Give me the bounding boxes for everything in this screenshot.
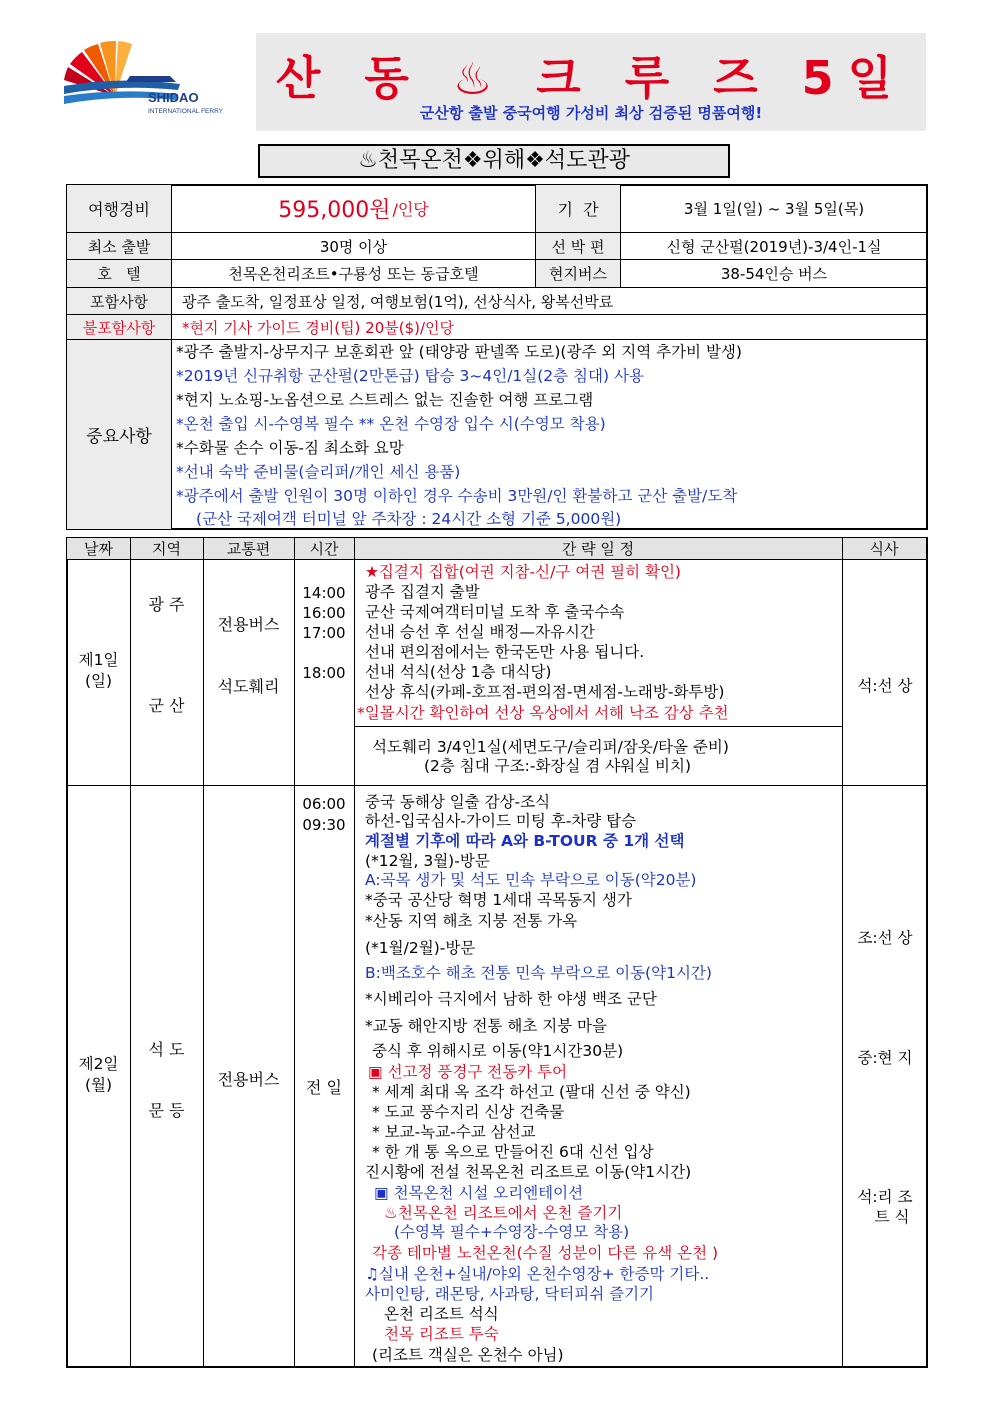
day1-ferry-note: (2층 침대 구조:-화장실 겸 샤워실 비치) [424, 757, 692, 775]
important-item: *현지 노쇼핑-노옵션으로 스트레스 없는 진솔한 여행 프로그램 [176, 391, 594, 409]
excluded-value: *현지 기사 가이드 경비(팁) 20불($)/인당 [171, 314, 928, 340]
day2-line: *교동 해안지방 전통 해초 지붕 마을 [365, 1017, 608, 1035]
day2-line: (리조트 객실은 온천수 아님) [372, 1346, 564, 1364]
min-label: 최소 출발 [66, 232, 172, 260]
day2-date: 제2일 (월) [78, 1055, 119, 1094]
cost-value: 595,000원 /인당 [171, 184, 536, 233]
day2-line: * 보교-녹교-수교 삼선교 [372, 1123, 536, 1141]
day2-time: 09:30 [302, 816, 346, 834]
day1-ferry-note: 석도훼리 3/4인1실(세면도구/슬리퍼/잠옷/타올 준비) [372, 738, 729, 756]
important-item: *광주에서 출발 인원이 30명 이하인 경우 수송비 3만원/인 환불하고 군산 출발/도착 [176, 487, 738, 505]
day2-line: * 세계 최대 옥 조각 하선고 (팔대 신선 중 약신) [372, 1083, 691, 1101]
day1-meal: 석:선 상 [857, 677, 913, 695]
day2-line: ▣ 선고정 풍경구 전동카 투어 [368, 1063, 568, 1081]
bus-value: 38-54인승 버스 [620, 259, 928, 288]
shidao-logo [60, 36, 232, 122]
page-subtitle: 군산항 출발 중국여행 가성비 최상 검증된 명품여행! [419, 104, 763, 122]
col-header-date: 날짜 [67, 538, 130, 560]
route-banner: ♨천목온천❖위해❖석도관광 [258, 144, 730, 178]
day2-line: 온천 리조트 석식 [384, 1305, 499, 1323]
day2-line: 각종 테마별 노천온천(수질 성분이 다른 유색 온천 ) [372, 1244, 719, 1262]
day2-meal-lunch: 중:현 지 [857, 1049, 913, 1067]
day2-time-all: 전 일 [306, 1078, 342, 1097]
day1-time: 14:00 [302, 584, 346, 602]
day1-line: 군산 국제여객터미널 도착 후 출국수속 [365, 603, 625, 621]
day1-line: 선내 편의점에서는 한국돈만 사용 됩니다. [365, 643, 645, 661]
day1-line: 광주 집결지 출발 [365, 583, 480, 601]
ship-value: 신형 군산펄(2019년)-3/4인-1실 [620, 232, 928, 260]
day1-line: 선내 승선 후 선실 배정—자유시간 [365, 623, 595, 641]
important-item: *2019년 신규취항 군산펄(2만톤급) 탑승 3~4인/1실(2층 침대) 사용 [176, 367, 644, 385]
day2-line: B:백조호수 해초 전통 민속 부락으로 이동(약1시간) [365, 964, 712, 982]
day2-line: 하선-입국심사-가이드 미팅 후-차량 탑승 [365, 812, 637, 830]
page-title: 산 동 ♨ 크 루 즈 5일 [275, 51, 907, 105]
day2-line: *중국 공산당 혁명 1세대 곡목동지 생가 [365, 891, 632, 909]
min-value: 30명 이상 [171, 232, 536, 260]
col-divider [294, 538, 295, 1367]
day2-line: * 한 개 통 옥으로 만들어진 6대 신선 입상 [372, 1143, 654, 1161]
row-divider [67, 785, 927, 786]
day1-time: 16:00 [302, 604, 346, 622]
day2-line: 계절별 기후에 따라 A와 B-TOUR 중 1개 선택 [365, 832, 685, 850]
day2-line: 중식 후 위해시로 이동(약1시간30분) [372, 1042, 624, 1060]
important-label: 중요사항 [66, 339, 172, 530]
col-header-time: 시간 [294, 538, 354, 560]
ship-label: 선 박 편 [535, 232, 621, 260]
day2-line: *산동 지역 해초 지붕 전통 가옥 [365, 912, 578, 930]
day2-line: 진시황에 전설 천목온천 리조트로 이동(약1시간) [365, 1163, 692, 1181]
day2-region-1: 석 도 [148, 1040, 185, 1059]
day2-line: (*1월/2월)-방문 [365, 939, 476, 957]
day2-line: (수영복 필수+수영장-수영모 착용) [394, 1223, 630, 1241]
svg-text:INTERNATIONAL FERRY: INTERNATIONAL FERRY [148, 108, 224, 115]
day2-line: 사미인탕, 래몬탕, 사과탕, 닥터피쉬 즐기기 [365, 1285, 655, 1303]
col-divider [203, 538, 204, 1367]
included-value: 광주 출도착, 일정표상 일정, 여행보험(1억), 선상식사, 왕복선박료 [171, 287, 928, 315]
svg-text:SHIDAO: SHIDAO [148, 90, 199, 105]
hotel-value: 천목온천리조트•구룡성 또는 동급호텔 [171, 259, 536, 288]
col-header-itinerary: 간 략 일 정 [354, 538, 842, 560]
day2-transport: 전용버스 [217, 1070, 280, 1089]
day1-line: 선상 휴식(카페-호프점-편의점-면세점-노래방-화투방) [365, 683, 725, 701]
day2-line: * 도교 풍수지리 신상 건축물 [372, 1103, 565, 1121]
hotel-label: 호 텔 [66, 259, 172, 288]
row-divider [354, 726, 842, 727]
day2-time: 06:00 [302, 795, 346, 813]
day2-meal-breakfast: 조:선 상 [857, 929, 913, 947]
important-item: (군산 국제여객 터미널 앞 주차장 : 24시간 소형 기준 5,000원) [196, 510, 622, 528]
day1-date: 제1일 (일) [78, 651, 119, 690]
important-item: *수화물 손수 이동-짐 최소화 요망 [176, 439, 404, 457]
day2-line: 중국 동해상 일출 감상-조식 [365, 793, 551, 811]
day1-time: 17:00 [302, 624, 346, 642]
day1-transport-bus: 전용버스 [217, 615, 280, 634]
period-label: 기 간 [535, 184, 621, 233]
day2-region-2: 문 등 [148, 1101, 185, 1120]
included-label: 포함사항 [66, 287, 172, 315]
col-divider [130, 538, 131, 1367]
day2-line: A:곡목 생가 및 석도 민속 부락으로 이동(약20분) [365, 871, 697, 889]
day2-line: *시베리아 극지에서 남하 한 야생 백조 군단 [365, 990, 657, 1008]
day2-line: ♨천목온천 리조트에서 온천 즐기기 [384, 1204, 623, 1222]
important-item: *선내 숙박 준비물(슬리퍼/개인 세신 용품) [176, 463, 461, 481]
col-header-meal: 식사 [842, 538, 926, 560]
important-item: *광주 출발지-상무지구 보훈회관 앞 (태양광 판넬쪽 도로)(광주 외 지역 추가비 발생) [176, 343, 742, 361]
important-item: *온천 출입 시-수영복 필수 ** 온천 수영장 입수 시(수영모 착용) [176, 415, 606, 433]
period-value: 3월 1일(일) ~ 3월 5일(목) [620, 184, 928, 233]
hot-spring-icon: ♨ [452, 54, 507, 105]
col-divider [842, 538, 843, 1367]
day2-line: 천목 리조트 투숙 [384, 1325, 499, 1343]
day1-transport-ferry: 석도훼리 [217, 677, 280, 696]
excluded-label: 불포함사항 [66, 314, 172, 340]
day2-line: (*12월, 3월)-방문 [365, 852, 490, 870]
day1-region-2: 군 산 [148, 696, 185, 715]
col-header-region: 지역 [130, 538, 203, 560]
day1-time: 18:00 [302, 664, 346, 682]
day1-line: ★집결지 집합(여권 지참-신/구 여권 필히 확인) [365, 563, 681, 581]
day1-region-1: 광 주 [148, 595, 185, 614]
day2-line: ▣ 천목온천 시설 오리엔테이션 [374, 1184, 584, 1202]
day2-line: ♫실내 온천+실내/야외 온천수영장+ 한증막 기타.. [365, 1265, 710, 1283]
col-header-transport: 교통편 [203, 538, 294, 560]
day2-meal-dinner: 석:리 조 트 식 [857, 1188, 913, 1226]
day1-line: *일몰시간 확인하여 선상 옥상에서 서해 낙조 감상 추천 [357, 704, 729, 722]
cost-label: 여행경비 [66, 184, 172, 233]
col-divider [354, 538, 355, 1367]
day1-line: 선내 석식(선상 1층 대식당) [365, 663, 552, 681]
bus-label: 현지버스 [535, 259, 621, 288]
